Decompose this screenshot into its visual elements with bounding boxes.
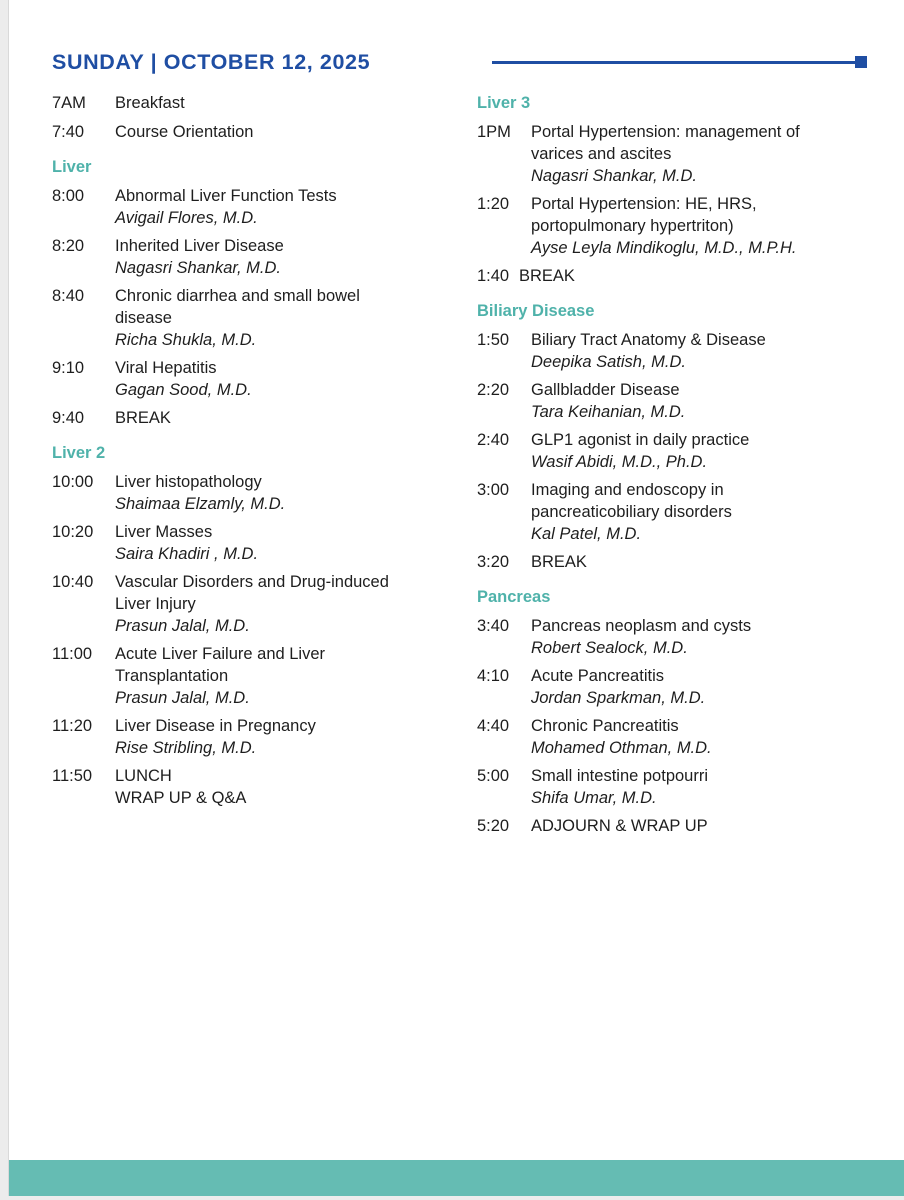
time-label: 9:10 xyxy=(52,359,85,377)
schedule-item xyxy=(52,92,452,114)
time-label: 1:20 xyxy=(477,195,510,213)
session-title-cont: Transplantation xyxy=(115,667,229,685)
session-title: Chronic Pancreatitis xyxy=(531,717,679,735)
speaker-name: Shaimaa Elzamly, M.D. xyxy=(115,495,286,513)
schedule-item xyxy=(52,285,452,351)
session-title: Portal Hypertension: management of xyxy=(531,123,800,141)
title-rule xyxy=(492,61,858,64)
speaker-name: Shifa Umar, M.D. xyxy=(531,789,657,807)
schedule-item xyxy=(477,329,868,373)
session-title: Gallbladder Disease xyxy=(531,381,680,399)
speaker-name: Saira Khadiri , M.D. xyxy=(115,545,259,563)
session-title: ADJOURN & WRAP UP xyxy=(531,817,708,835)
time-label: 4:40 xyxy=(477,717,510,735)
time-label: 1:50 xyxy=(477,331,510,349)
schedule-item xyxy=(52,357,452,401)
schedule-item xyxy=(477,615,868,659)
speaker-name: Robert Sealock, M.D. xyxy=(531,639,688,657)
page-title: SUNDAY | OCTOBER 12, 2025 xyxy=(52,50,371,74)
speaker-name: Nagasri Shankar, M.D. xyxy=(531,167,697,185)
schedule-item xyxy=(52,185,452,229)
session-title: Small intestine potpourri xyxy=(531,767,709,785)
speaker-name: Kal Patel, M.D. xyxy=(531,525,642,543)
speaker-name: Richa Shukla, M.D. xyxy=(115,331,257,349)
time-label: 2:40 xyxy=(477,431,510,449)
session-title: Liver Disease in Pregnancy xyxy=(115,717,316,735)
schedule-item xyxy=(52,571,452,637)
left-column xyxy=(52,92,452,809)
session-title-cont: portopulmonary hypertriton) xyxy=(531,217,734,235)
schedule-item xyxy=(52,521,452,565)
session-title: Biliary Tract Anatomy & Disease xyxy=(531,331,766,349)
title-rule-end-square xyxy=(855,56,867,68)
schedule-item xyxy=(477,379,868,423)
time-label: 7AM xyxy=(52,94,86,112)
session-title: LUNCH xyxy=(115,767,172,785)
session-title: BREAK xyxy=(531,553,587,571)
session-title: Vascular Disorders and Drug-induced xyxy=(115,573,389,591)
session-title: BREAK xyxy=(115,409,171,427)
time-label: 10:40 xyxy=(52,573,94,591)
session-title: Imaging and endoscopy in xyxy=(531,481,724,499)
session-title: Breakfast xyxy=(115,94,185,112)
session-title-cont: disease xyxy=(115,309,172,327)
section-heading-liver-2: Liver 2 xyxy=(52,444,106,462)
time-label: 3:00 xyxy=(477,481,510,499)
speaker-name: Deepika Satish, M.D. xyxy=(531,353,686,371)
schedule-item xyxy=(477,479,868,545)
section-heading-liver-3: Liver 3 xyxy=(477,94,531,112)
session-title: Liver histopathology xyxy=(115,473,262,491)
time-label: 5:00 xyxy=(477,767,510,785)
time-label: 1PM xyxy=(477,123,511,141)
time-label: 5:20 xyxy=(477,817,510,835)
schedule-item xyxy=(477,265,868,287)
schedule-item xyxy=(477,551,868,573)
time-label: 3:40 xyxy=(477,617,510,635)
schedule-item xyxy=(52,715,452,759)
speaker-name: Mohamed Othman, M.D. xyxy=(531,739,712,757)
speaker-name: Avigail Flores, M.D. xyxy=(115,209,258,227)
time-label: 3:20 xyxy=(477,553,510,571)
schedule-item xyxy=(52,471,452,515)
section-heading-biliary-disease: Biliary Disease xyxy=(477,302,595,320)
session-title: BREAK xyxy=(519,267,575,285)
section-heading-liver: Liver xyxy=(52,158,92,176)
session-title: Inherited Liver Disease xyxy=(115,237,284,255)
schedule-item xyxy=(477,429,868,473)
time-label: 1:40 xyxy=(477,267,510,285)
schedule-item xyxy=(477,815,868,837)
session-title: Portal Hypertension: HE, HRS, xyxy=(531,195,757,213)
session-title: Abnormal Liver Function Tests xyxy=(115,187,337,205)
session-title: Acute Pancreatitis xyxy=(531,667,664,685)
session-title-cont: WRAP UP & Q&A xyxy=(115,789,247,807)
session-title: Acute Liver Failure and Liver xyxy=(115,645,326,663)
speaker-name: Tara Keihanian, M.D. xyxy=(531,403,686,421)
time-label: 11:50 xyxy=(52,767,93,785)
speaker-name: Prasun Jalal, M.D. xyxy=(115,689,250,707)
schedule-item xyxy=(477,193,868,259)
time-label: 10:20 xyxy=(52,523,94,541)
schedule-item xyxy=(477,765,868,809)
time-label: 8:40 xyxy=(52,287,85,305)
section-heading-pancreas: Pancreas xyxy=(477,588,551,606)
speaker-name: Nagasri Shankar, M.D. xyxy=(115,259,281,277)
time-label: 7:40 xyxy=(52,123,85,141)
time-label: 11:00 xyxy=(52,645,93,663)
speaker-name: Prasun Jalal, M.D. xyxy=(115,617,250,635)
footer-band xyxy=(9,1160,904,1196)
schedule-item xyxy=(477,715,868,759)
speaker-name: Rise Stribling, M.D. xyxy=(115,739,257,757)
right-column xyxy=(468,92,868,837)
session-title: Viral Hepatitis xyxy=(115,359,217,377)
schedule-item xyxy=(52,407,452,429)
session-title: Liver Masses xyxy=(115,523,213,541)
time-label: 8:00 xyxy=(52,187,85,205)
schedule-item xyxy=(477,121,868,187)
session-title-cont: Liver Injury xyxy=(115,595,196,613)
time-label: 8:20 xyxy=(52,237,85,255)
speaker-name: Wasif Abidi, M.D., Ph.D. xyxy=(531,453,708,471)
schedule-item xyxy=(52,765,452,809)
speaker-name: Ayse Leyla Mindikoglu, M.D., M.P.H. xyxy=(531,239,797,257)
schedule-item xyxy=(52,235,452,279)
time-label: 10:00 xyxy=(52,473,94,491)
speaker-name: Jordan Sparkman, M.D. xyxy=(531,689,706,707)
schedule-item xyxy=(477,665,868,709)
session-title-cont: pancreaticobiliary disorders xyxy=(531,503,732,521)
time-label: 9:40 xyxy=(52,409,85,427)
speaker-name: Gagan Sood, M.D. xyxy=(115,381,252,399)
time-label: 11:20 xyxy=(52,717,93,735)
time-label: 2:20 xyxy=(477,381,510,399)
session-title: Pancreas neoplasm and cysts xyxy=(531,617,752,635)
time-label: 4:10 xyxy=(477,667,510,685)
session-title: Chronic diarrhea and small bowel xyxy=(115,287,360,305)
session-title: GLP1 agonist in daily practice xyxy=(531,431,750,449)
session-title-cont: varices and ascites xyxy=(531,145,672,163)
session-title: Course Orientation xyxy=(115,123,254,141)
schedule-item xyxy=(52,121,452,143)
schedule-item xyxy=(52,643,452,709)
